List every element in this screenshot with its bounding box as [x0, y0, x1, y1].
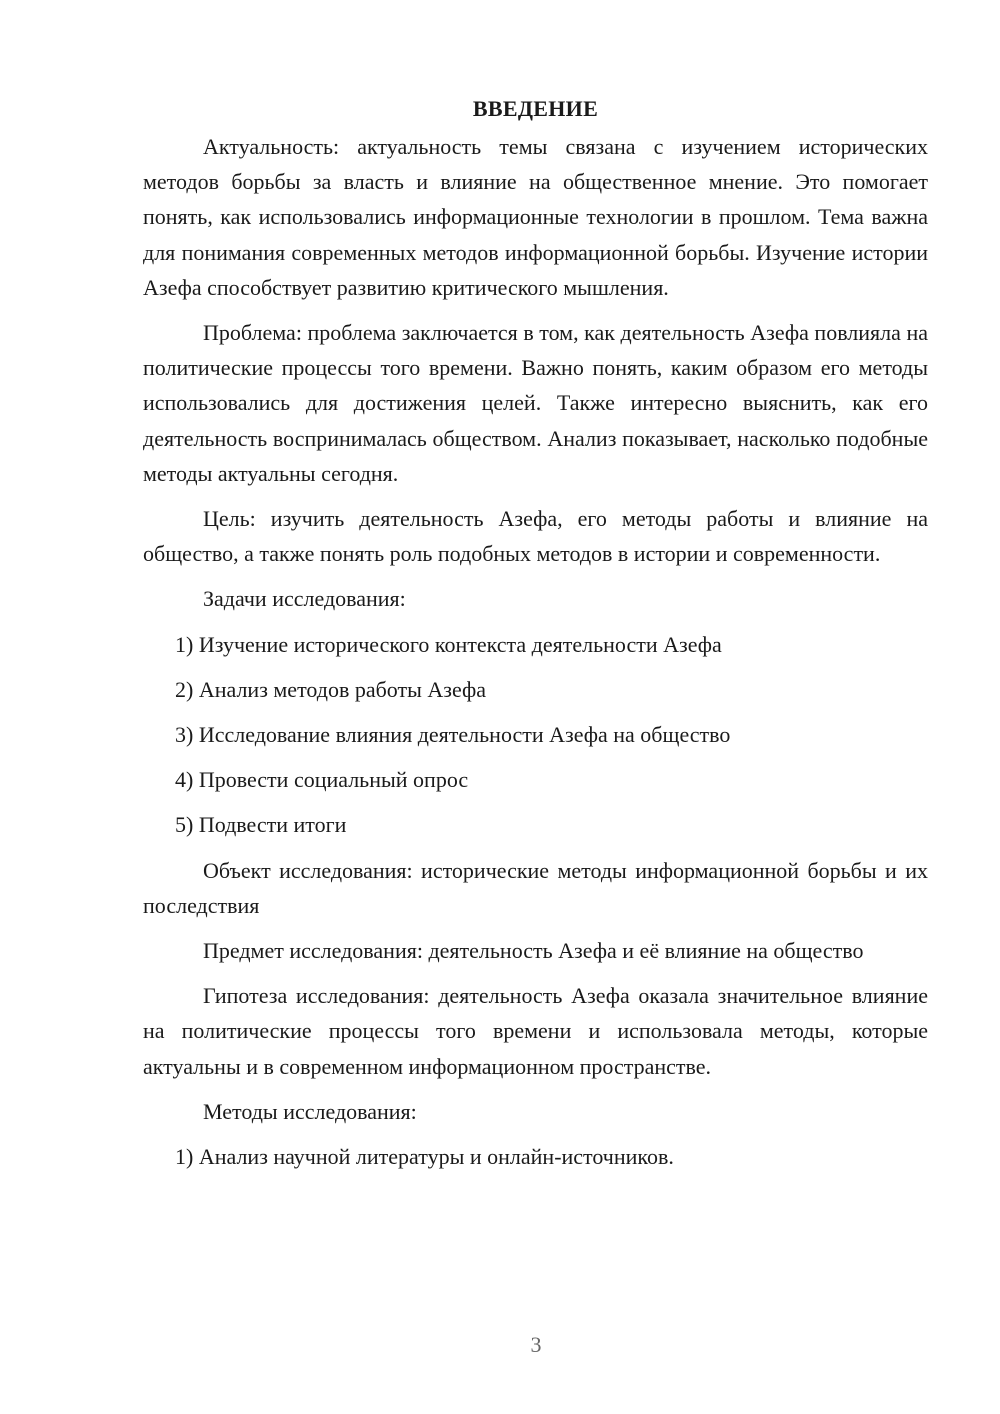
relevance-paragraph: Актуальность: актуальность темы связана с изучением исторических методов борьбы за власть и влияние на общественное мнение. Это помогает понять, как использовались информационные технологии в прошлом. Тема важна для понимания современных методов информационной борьбы. Изучение истории Азефа способствует развитию критического мышления.	[143, 134, 928, 300]
list-item: 3) Исследование влияния деятельности Азефа на общество	[175, 722, 731, 748]
document-title: ВВЕДЕНИЕ	[472, 96, 599, 121]
document-page	[143, 92, 928, 1174]
subject-paragraph: Предмет исследования: деятельность Азефа и её влияние на общество	[203, 938, 864, 964]
page-number: 3	[530, 1332, 542, 1357]
goal-paragraph: Цель: изучить деятельность Азефа, его методы работы и влияние на общество, а также понять роль подобных методов в истории и современности.	[143, 506, 928, 567]
list-item: 4) Провести социальный опрос	[175, 767, 469, 793]
object-paragraph: Объект исследования: исторические методы информационной борьбы и их последствия	[143, 857, 928, 918]
tasks-list	[143, 627, 928, 843]
list-item: 2) Анализ методов работы Азефа	[175, 676, 487, 702]
list-item: 1) Изучение исторического контекста деятельности Азефа	[175, 631, 722, 657]
methods-list	[143, 1139, 928, 1174]
list-item: 1) Анализ научной литературы и онлайн-источников.	[175, 1144, 674, 1170]
methods-heading: Методы исследования:	[203, 1098, 417, 1124]
list-item: 5) Подвести итоги	[175, 812, 347, 838]
problem-paragraph: Проблема: проблема заключается в том, как деятельность Азефа повлияла на политические процессы того времени. Важно понять, каким образом его методы использовались для достижения целей. Также интересно выяснить, как его деятельность воспринималась обществом. Анализ показывает, насколько подобные методы актуальны сегодня.	[143, 320, 928, 486]
tasks-heading: Задачи исследования:	[203, 586, 406, 612]
hypothesis-paragraph: Гипотеза исследования: деятельность Азефа оказала значительное влияние на политические процессы того времени и использовала методы, которые актуальны и в современном информационном пространстве.	[143, 983, 928, 1079]
